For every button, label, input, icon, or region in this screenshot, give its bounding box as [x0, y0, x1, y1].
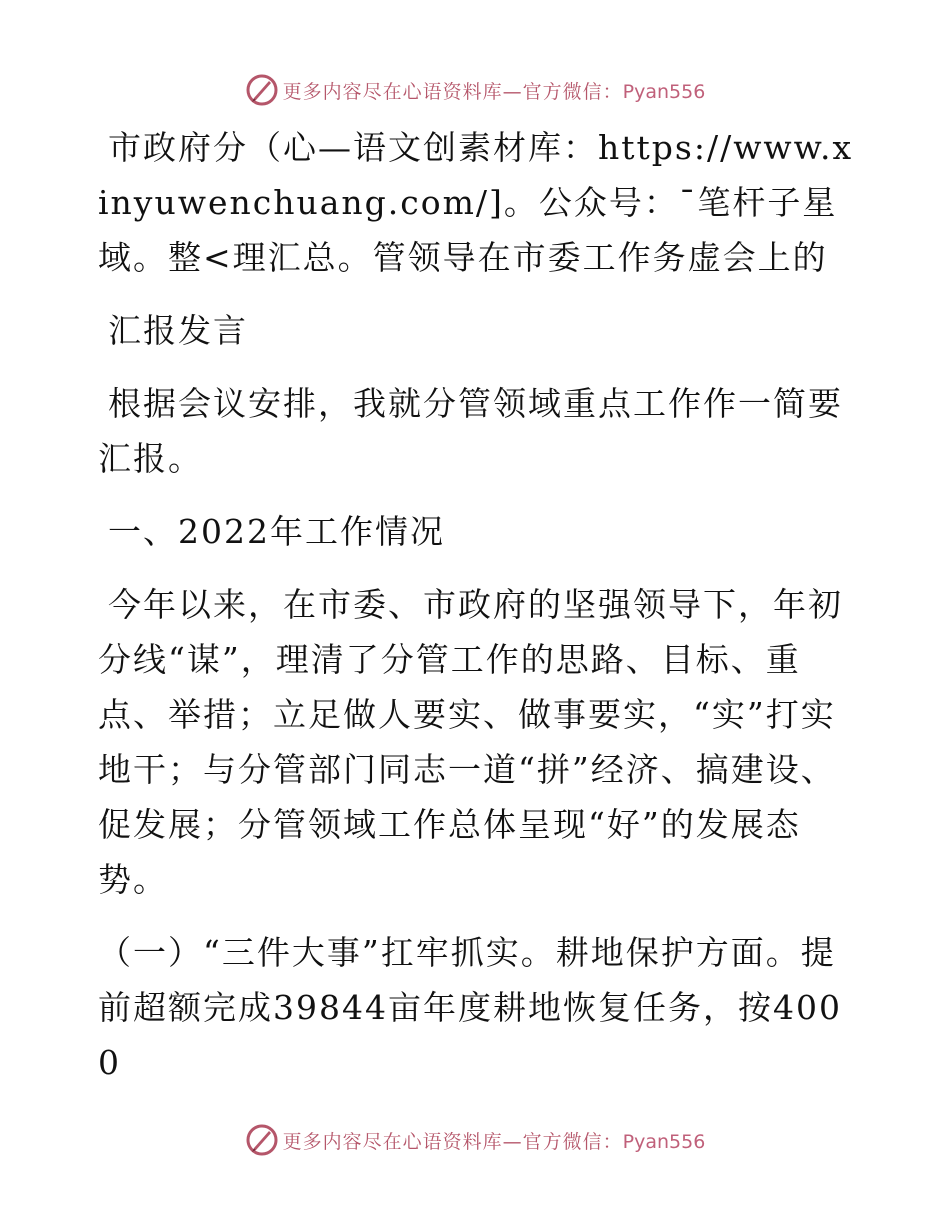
watermark-text: 更多内容尽在心语资料库—官方微信：Pyan556 — [282, 1130, 706, 1153]
paragraph-title-end: 汇报发言 — [108, 311, 248, 350]
quill-pen-logo-icon — [245, 1123, 279, 1157]
paragraph-overview: 今年以来，在市委、市政府的坚强领导下，年初分线“谋”，理清了分管工作的思路、目标、重点、举措；立足做人要实、做事要实，“实”打实地干；与分管部门同志一道“拼”经济、搞建设、促发展；分管领域工作总体呈现“好”的发展态势。 — [98, 585, 843, 899]
paragraph-subsection-one: （一）“三件大事”扛牢抓实。耕地保护方面。提前超额完成39844亩年度耕地恢复任务，按4000 — [98, 933, 842, 1082]
paragraph-opening: 根据会议安排，我就分管领域重点工作作一简要汇报。 — [98, 384, 843, 478]
watermark-footer — [0, 1122, 950, 1158]
quill-pen-logo-icon — [245, 73, 279, 107]
watermark-text: 更多内容尽在心语资料库—官方微信：Pyan556 — [282, 80, 706, 103]
section-heading: 一、2022年工作情况 — [108, 512, 445, 551]
watermark-header — [0, 72, 950, 108]
paragraph-title-intro: 市政府分（心—语文创素材库：https://www.xinyuwenchuang.com/]。公众号：¯笔杆子星域。整<理汇总。管领导在市委工作务虚会上的 — [98, 128, 854, 277]
document-body — [98, 120, 858, 1090]
